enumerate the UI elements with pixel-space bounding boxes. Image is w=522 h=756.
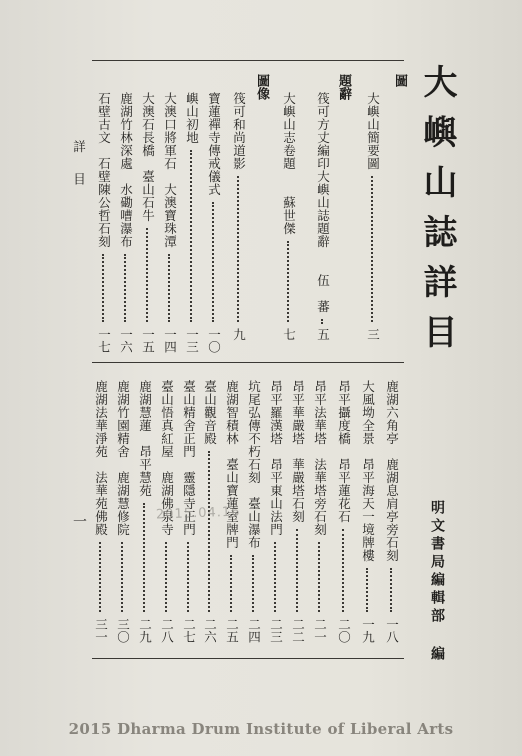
leader-dots — [190, 150, 192, 322]
leader-dots — [124, 254, 126, 322]
toc-entry-page: 二九 — [137, 618, 153, 643]
toc-entry-text: 大澳石長橋 臺山石牛 — [140, 92, 156, 222]
toc-entry-text: 鹿湖六角亭 鹿湖息肩亭旁石刻 — [384, 380, 400, 562]
toc-entry-page: 五 — [315, 328, 331, 341]
toc-entry-page: 二二 — [290, 618, 306, 643]
toc-entry-text: 臺山精舍正門 靈隱寺正門 — [181, 380, 197, 536]
page-number: 一 — [71, 514, 87, 529]
leader-dots — [143, 503, 145, 612]
toc-entry-page: 二一 — [312, 618, 328, 643]
leader-dots — [230, 555, 232, 612]
leader-dots — [165, 542, 167, 612]
toc-entry-page: 二六 — [202, 618, 218, 643]
middle-rule — [92, 362, 404, 363]
toc-entry-page: 二四 — [246, 618, 262, 643]
leader-dots — [99, 542, 101, 612]
toc-entry-text: 臺山悟真紅屋 鹿湖佛泉寺 — [159, 380, 175, 536]
toc-entry-page: 一〇 — [206, 328, 222, 353]
leader-dots — [274, 542, 276, 612]
toc-entry-page: 二八 — [159, 618, 175, 643]
toc-entry-text: 大風坳全景 昂平海天一境牌樓 — [360, 380, 376, 562]
toc-entry-page: 一五 — [140, 328, 156, 353]
toc-entry-page: 二五 — [224, 618, 240, 643]
toc-entry-text: 大嶼山簡要圖 — [365, 92, 381, 170]
date-stamp: 2015.04.16 — [155, 504, 241, 523]
toc-entry-page: 三一 — [93, 618, 109, 643]
toc-entry-page: 二三 — [268, 618, 284, 643]
section-heading-images: 圖 — [392, 74, 407, 87]
leader-dots — [102, 254, 104, 322]
toc-entry-text: 大嶼山志卷題 蘇世傑 — [281, 92, 297, 235]
toc-entry-text: 石壁古文 石壁陳公哲石刻 — [96, 92, 112, 248]
toc-entry-text: 坑尾弘傳不朽石刻 臺山瀑布 — [246, 380, 262, 549]
page-title: 大嶼山誌詳目 — [417, 64, 457, 364]
leader-dots — [146, 228, 148, 322]
toc-entry-page: 一七 — [96, 328, 112, 353]
toc-entry-page: 九 — [231, 328, 247, 341]
toc-entry-text: 筏可和尚道影 — [231, 92, 247, 170]
leader-dots — [208, 451, 210, 612]
toc-entry-text: 臺山觀音殿 — [202, 380, 218, 445]
toc-entry-text: 鹿湖竹林深處 水磡嘈瀑布 — [118, 92, 134, 248]
leader-dots — [187, 542, 189, 612]
toc-entry-page: 一六 — [118, 328, 134, 353]
leader-dots — [342, 529, 344, 612]
toc-entry-text: 昂平攝度橋 昂平蓮花石 — [336, 380, 352, 523]
toc-entry-page: 七 — [281, 328, 297, 341]
leader-dots — [237, 176, 239, 322]
toc-entry-page: 三〇 — [115, 618, 131, 643]
leader-dots — [212, 202, 214, 322]
toc-entry-page: 一九 — [360, 618, 376, 643]
toc-entry-text: 大澳口將軍石 大澳寶珠潭 — [162, 92, 178, 248]
toc-entry-page: 一三 — [184, 328, 200, 353]
toc-entry-text: 昂平羅漢塔 昂平東山法門 — [268, 380, 284, 536]
bottom-rule — [92, 658, 404, 659]
leader-dots — [318, 542, 320, 612]
toc-entry-text: 筏可方丈編印大嶼山誌題辭 伍 蕃 — [315, 92, 331, 313]
leader-dots — [252, 555, 254, 612]
side-label: 詳目 — [71, 140, 87, 205]
toc-entry-text: 昂平華嚴塔 華嚴塔石刻 — [290, 380, 306, 523]
section-heading-inscriptions: 題辭 — [336, 74, 351, 100]
toc-entry-text: 昂平法華塔 法華塔旁石刻 — [312, 380, 328, 536]
footer-credit: 2015 Dharma Drum Institute of Liberal Arts — [68, 720, 454, 738]
toc-entry-page: 三 — [365, 328, 381, 341]
top-rule — [92, 60, 404, 61]
toc-entry-page: 二〇 — [336, 618, 352, 643]
leader-dots — [121, 542, 123, 612]
toc-entry-text: 鹿湖竹園精舍 鹿湖慧修院 — [115, 380, 131, 536]
toc-entry-page: 二七 — [181, 618, 197, 643]
toc-entry-text: 鹿湖法華淨苑 法華苑佛殿 — [93, 380, 109, 536]
leader-dots — [371, 176, 373, 322]
toc-entry-text: 寶蓮禪寺傳戒儀式 — [206, 92, 222, 196]
toc-entry-text: 鹿湖智積林 臺山寶蓮室牌門 — [224, 380, 240, 549]
toc-entry-page: 一四 — [162, 328, 178, 353]
leader-dots — [287, 241, 289, 322]
leader-dots — [168, 254, 170, 322]
leader-dots — [366, 568, 368, 612]
section-heading-portraits: 圖像 — [254, 74, 269, 100]
publisher-credit: 明文書局編輯部 編 — [429, 500, 445, 664]
leader-dots — [296, 529, 298, 612]
toc-entry-text: 鹿湖慧蓮 昂平慧苑 — [137, 380, 153, 497]
leader-dots — [321, 319, 323, 322]
toc-entry-text: 嶼山初地 — [184, 92, 200, 144]
toc-entry-page: 一八 — [384, 618, 400, 643]
leader-dots — [390, 568, 392, 612]
